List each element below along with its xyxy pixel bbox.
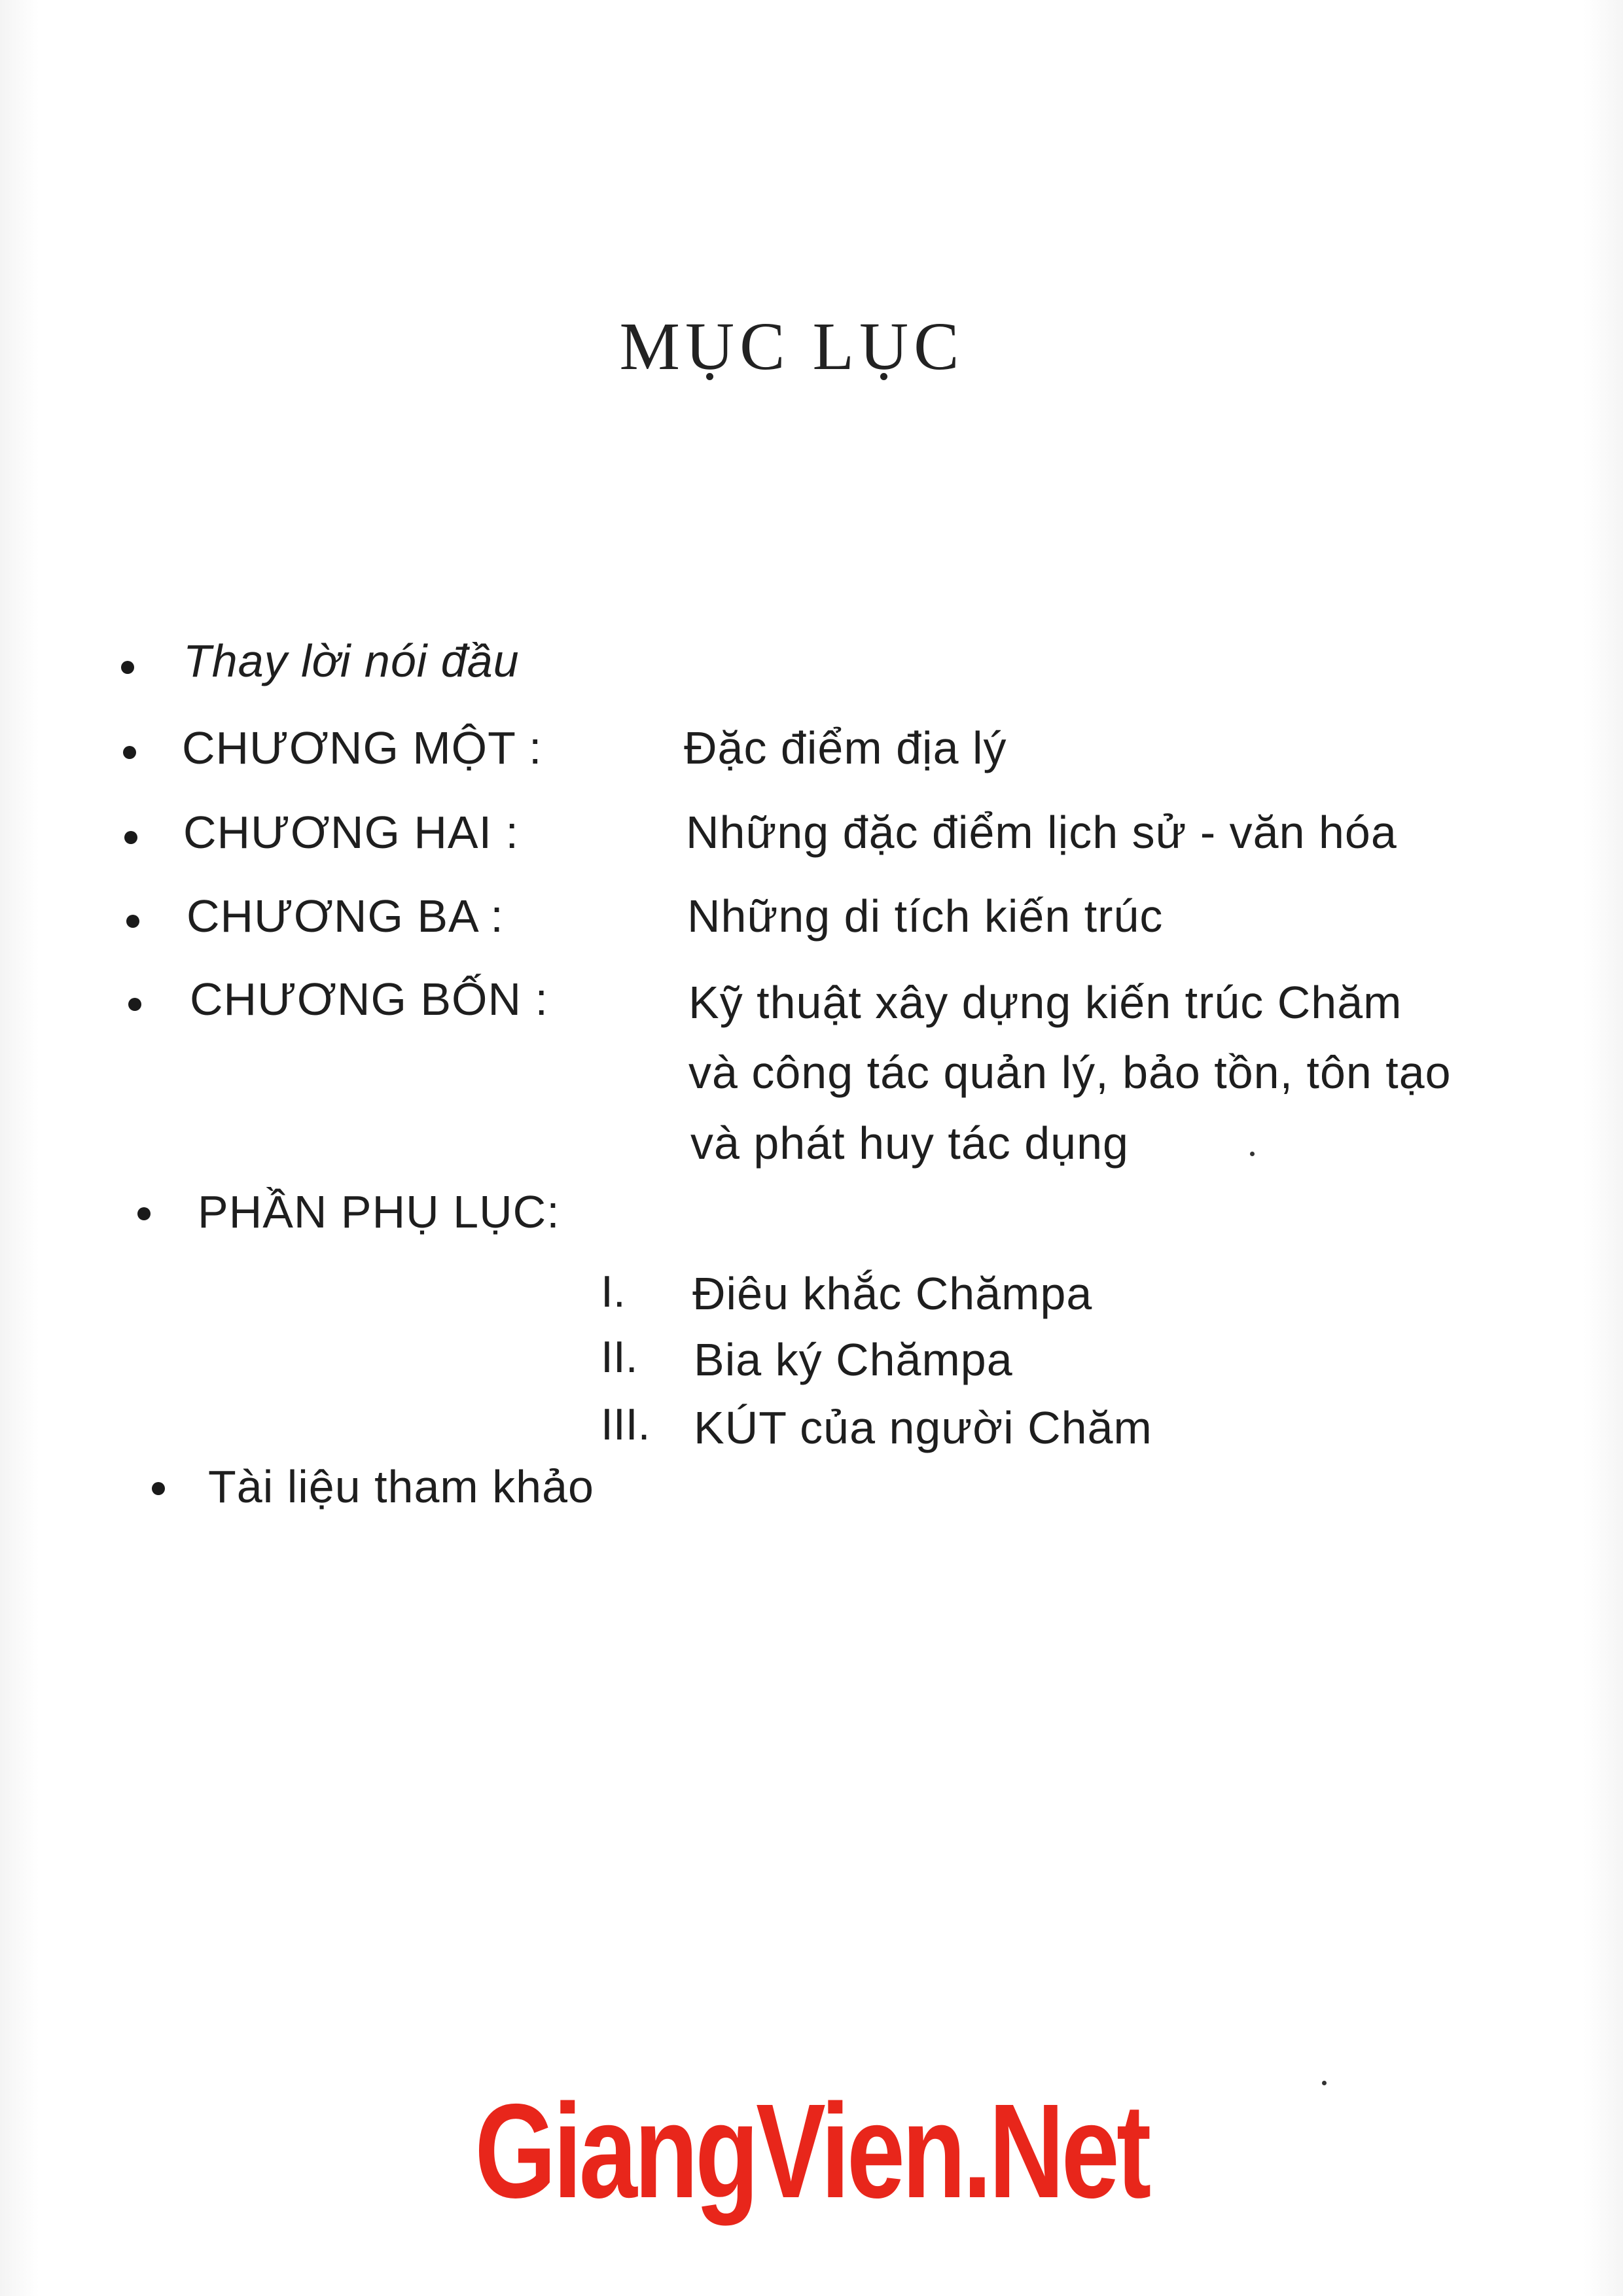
watermark-logo: GiangVien.Net <box>474 2076 1149 2226</box>
toc-chapter-3-title[interactable]: Những di tích kiến trúc <box>687 891 1164 942</box>
appendix-item-2-title[interactable]: Bia ký Chămpa <box>694 1334 1013 1385</box>
toc-chapter-2-title[interactable]: Những đặc điểm lịch sử - văn hóa <box>686 807 1397 858</box>
page-title: MỤC LỤC <box>619 309 965 384</box>
scan-speck <box>1250 1152 1255 1156</box>
toc-preface[interactable]: Thay lời nói đầu <box>183 635 520 686</box>
bullet-icon <box>126 915 139 928</box>
toc-appendix-label[interactable]: PHẦN PHỤ LỤC: <box>198 1186 560 1237</box>
toc-chapter-1-label[interactable]: CHƯƠNG MỘT : <box>182 722 543 773</box>
appendix-item-1-number: I. <box>601 1267 626 1316</box>
toc-chapter-4-line-2[interactable]: và công tác quản lý, bảo tồn, tôn tạo <box>688 1047 1452 1098</box>
appendix-item-3-title[interactable]: KÚT của người Chăm <box>694 1402 1152 1453</box>
bullet-icon <box>152 1482 165 1495</box>
bullet-icon <box>137 1207 151 1220</box>
appendix-item-3-number: III. <box>601 1400 651 1449</box>
toc-chapter-1-title[interactable]: Đặc điểm địa lý <box>684 722 1007 773</box>
bullet-icon <box>121 661 134 674</box>
appendix-item-2-number: II. <box>601 1332 638 1382</box>
bullet-icon <box>123 746 136 759</box>
toc-chapter-2-label[interactable]: CHƯƠNG HAI : <box>183 807 519 858</box>
bullet-icon <box>128 998 141 1011</box>
toc-chapter-3-label[interactable]: CHƯƠNG BA : <box>187 891 504 942</box>
toc-chapter-4-line-3[interactable]: và phát huy tác dụng <box>690 1118 1129 1169</box>
toc-references[interactable]: Tài liệu tham khảo <box>208 1461 594 1512</box>
bullet-icon <box>124 831 137 844</box>
toc-chapter-4-label[interactable]: CHƯƠNG BỐN : <box>190 974 548 1025</box>
appendix-item-1-title[interactable]: Điêu khắc Chămpa <box>692 1268 1093 1319</box>
toc-chapter-4-line-1[interactable]: Kỹ thuật xây dựng kiến trúc Chăm <box>688 977 1402 1028</box>
